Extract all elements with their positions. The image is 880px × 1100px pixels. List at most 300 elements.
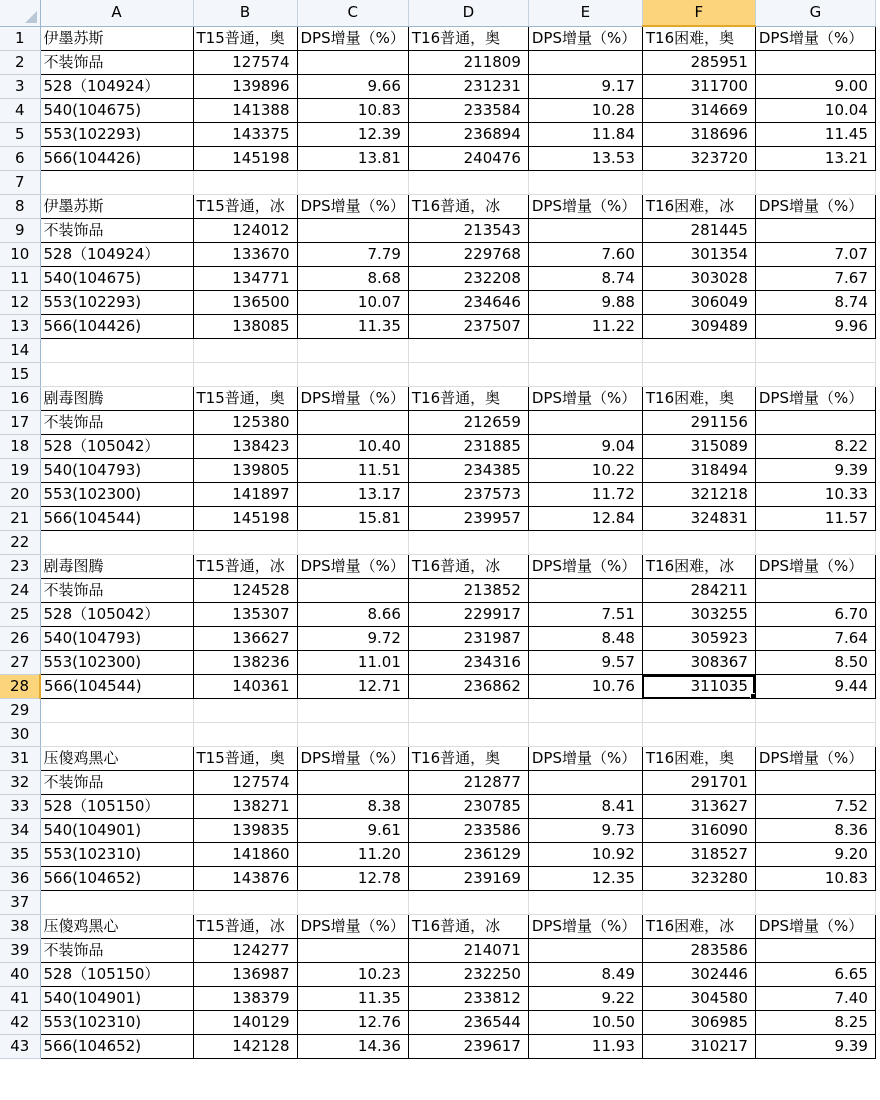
cell-a19[interactable] [40, 459, 193, 483]
cell-f21[interactable] [642, 507, 755, 531]
cell-a36[interactable] [40, 867, 193, 891]
cell-f35[interactable] [642, 843, 755, 867]
cell-c10[interactable] [297, 243, 408, 267]
cell-b1[interactable] [193, 26, 297, 51]
cell-c31[interactable] [297, 747, 408, 771]
cell-d21[interactable] [408, 507, 528, 531]
row-header[interactable]: 20 [0, 483, 40, 507]
cell-f19[interactable] [642, 459, 755, 483]
cell-f30[interactable] [642, 723, 755, 747]
active-cell-f28[interactable] [642, 675, 755, 699]
cell-g25[interactable] [755, 603, 875, 627]
cell-d23[interactable] [408, 555, 528, 579]
cell-e20[interactable] [528, 483, 642, 507]
cell-c14[interactable] [297, 339, 408, 363]
row-header[interactable]: 41 [0, 987, 40, 1011]
cell-b6[interactable] [193, 147, 297, 171]
cell-f14[interactable] [642, 339, 755, 363]
row-header[interactable]: 42 [0, 1011, 40, 1035]
cell-g12[interactable] [755, 291, 875, 315]
cell-d34[interactable] [408, 819, 528, 843]
cell-e1[interactable] [528, 26, 642, 51]
cell-g27[interactable] [755, 651, 875, 675]
cell-c16[interactable] [297, 387, 408, 411]
cell-b20[interactable] [193, 483, 297, 507]
cell-g17[interactable] [755, 411, 875, 435]
cell-e4[interactable] [528, 99, 642, 123]
cell-g21[interactable] [755, 507, 875, 531]
cell-g34[interactable] [755, 819, 875, 843]
cell-f7[interactable] [642, 171, 755, 195]
cell-c40[interactable] [297, 963, 408, 987]
cell-b18[interactable] [193, 435, 297, 459]
cell-b38[interactable] [193, 915, 297, 939]
cell-g14[interactable] [755, 339, 875, 363]
cell-b32[interactable] [193, 771, 297, 795]
row-header[interactable]: 28 [0, 675, 40, 699]
cell-g41[interactable] [755, 987, 875, 1011]
cell-a3[interactable] [40, 75, 193, 99]
cell-g7[interactable] [755, 171, 875, 195]
cell-d30[interactable] [408, 723, 528, 747]
row-header[interactable]: 22 [0, 531, 40, 555]
row-header[interactable]: 10 [0, 243, 40, 267]
cell-a32[interactable] [40, 771, 193, 795]
cell-f12[interactable] [642, 291, 755, 315]
cell-a27[interactable] [40, 651, 193, 675]
row-header[interactable]: 29 [0, 699, 40, 723]
cell-d18[interactable] [408, 435, 528, 459]
cell-e18[interactable] [528, 435, 642, 459]
cell-a1[interactable] [40, 26, 193, 51]
cell-b24[interactable] [193, 579, 297, 603]
cell-d6[interactable] [408, 147, 528, 171]
cell-a10[interactable] [40, 243, 193, 267]
cell-c30[interactable] [297, 723, 408, 747]
row-header[interactable]: 14 [0, 339, 40, 363]
cell-g33[interactable] [755, 795, 875, 819]
cell-g39[interactable] [755, 939, 875, 963]
cell-f22[interactable] [642, 531, 755, 555]
cell-g36[interactable] [755, 867, 875, 891]
cell-e38[interactable] [528, 915, 642, 939]
cell-c20[interactable] [297, 483, 408, 507]
cell-c9[interactable] [297, 219, 408, 243]
column-header-e[interactable]: E [528, 0, 642, 26]
cell-d20[interactable] [408, 483, 528, 507]
cell-b42[interactable] [193, 1011, 297, 1035]
cell-e6[interactable] [528, 147, 642, 171]
cell-g38[interactable] [755, 915, 875, 939]
cell-c33[interactable] [297, 795, 408, 819]
cell-g24[interactable] [755, 579, 875, 603]
cell-d28[interactable] [408, 675, 528, 699]
cell-f20[interactable] [642, 483, 755, 507]
cell-e26[interactable] [528, 627, 642, 651]
cell-b23[interactable] [193, 555, 297, 579]
cell-g2[interactable] [755, 51, 875, 75]
row-header[interactable]: 39 [0, 939, 40, 963]
cell-g18[interactable] [755, 435, 875, 459]
cell-e35[interactable] [528, 843, 642, 867]
cell-e36[interactable] [528, 867, 642, 891]
cell-e7[interactable] [528, 171, 642, 195]
cell-e13[interactable] [528, 315, 642, 339]
cell-b27[interactable] [193, 651, 297, 675]
cell-d14[interactable] [408, 339, 528, 363]
cell-c1[interactable] [297, 26, 408, 51]
cell-f32[interactable] [642, 771, 755, 795]
select-all-corner[interactable] [0, 0, 40, 26]
cell-g26[interactable] [755, 627, 875, 651]
cell-e14[interactable] [528, 339, 642, 363]
cell-a5[interactable] [40, 123, 193, 147]
row-header[interactable]: 32 [0, 771, 40, 795]
cell-g11[interactable] [755, 267, 875, 291]
cell-c25[interactable] [297, 603, 408, 627]
cell-a37[interactable] [40, 891, 193, 915]
cell-c24[interactable] [297, 579, 408, 603]
cell-c17[interactable] [297, 411, 408, 435]
cell-a15[interactable] [40, 363, 193, 387]
row-header[interactable]: 27 [0, 651, 40, 675]
cell-f18[interactable] [642, 435, 755, 459]
cell-g1[interactable] [755, 26, 875, 51]
cell-g28[interactable] [755, 675, 875, 699]
row-header[interactable]: 21 [0, 507, 40, 531]
row-header[interactable]: 38 [0, 915, 40, 939]
row-header[interactable]: 23 [0, 555, 40, 579]
row-header[interactable]: 31 [0, 747, 40, 771]
cell-d26[interactable] [408, 627, 528, 651]
cell-a43[interactable] [40, 1035, 193, 1059]
cell-g3[interactable] [755, 75, 875, 99]
cell-f13[interactable] [642, 315, 755, 339]
cell-a16[interactable] [40, 387, 193, 411]
cell-e42[interactable] [528, 1011, 642, 1035]
cell-e9[interactable] [528, 219, 642, 243]
cell-d38[interactable] [408, 915, 528, 939]
cell-c37[interactable] [297, 891, 408, 915]
cell-c19[interactable] [297, 459, 408, 483]
cell-a20[interactable] [40, 483, 193, 507]
cell-f38[interactable] [642, 915, 755, 939]
cell-b15[interactable] [193, 363, 297, 387]
cell-d5[interactable] [408, 123, 528, 147]
cell-f24[interactable] [642, 579, 755, 603]
cell-a18[interactable] [40, 435, 193, 459]
cell-d32[interactable] [408, 771, 528, 795]
cell-c7[interactable] [297, 171, 408, 195]
cell-e34[interactable] [528, 819, 642, 843]
cell-g32[interactable] [755, 771, 875, 795]
row-header[interactable]: 40 [0, 963, 40, 987]
cell-a22[interactable] [40, 531, 193, 555]
cell-g19[interactable] [755, 459, 875, 483]
cell-c42[interactable] [297, 1011, 408, 1035]
cell-d9[interactable] [408, 219, 528, 243]
cell-f34[interactable] [642, 819, 755, 843]
cell-b41[interactable] [193, 987, 297, 1011]
cell-e25[interactable] [528, 603, 642, 627]
cell-c41[interactable] [297, 987, 408, 1011]
row-header[interactable]: 18 [0, 435, 40, 459]
cell-f1[interactable] [642, 26, 755, 51]
cell-c6[interactable] [297, 147, 408, 171]
cell-c38[interactable] [297, 915, 408, 939]
cell-c11[interactable] [297, 267, 408, 291]
column-header-c[interactable]: C [297, 0, 408, 26]
cell-g22[interactable] [755, 531, 875, 555]
row-header[interactable]: 5 [0, 123, 40, 147]
cell-d10[interactable] [408, 243, 528, 267]
cell-f40[interactable] [642, 963, 755, 987]
row-header[interactable]: 26 [0, 627, 40, 651]
cell-f25[interactable] [642, 603, 755, 627]
cell-b11[interactable] [193, 267, 297, 291]
cell-e40[interactable] [528, 963, 642, 987]
cell-c21[interactable] [297, 507, 408, 531]
cell-f42[interactable] [642, 1011, 755, 1035]
cell-a29[interactable] [40, 699, 193, 723]
cell-e12[interactable] [528, 291, 642, 315]
cell-f2[interactable] [642, 51, 755, 75]
cell-b5[interactable] [193, 123, 297, 147]
cell-e21[interactable] [528, 507, 642, 531]
cell-g31[interactable] [755, 747, 875, 771]
cell-c36[interactable] [297, 867, 408, 891]
row-header[interactable]: 9 [0, 219, 40, 243]
row-header[interactable]: 16 [0, 387, 40, 411]
row-header[interactable]: 4 [0, 99, 40, 123]
cell-g13[interactable] [755, 315, 875, 339]
cell-g29[interactable] [755, 699, 875, 723]
cell-c2[interactable] [297, 51, 408, 75]
cell-a33[interactable] [40, 795, 193, 819]
cell-e39[interactable] [528, 939, 642, 963]
cell-e30[interactable] [528, 723, 642, 747]
cell-e15[interactable] [528, 363, 642, 387]
row-header[interactable]: 17 [0, 411, 40, 435]
cell-e16[interactable] [528, 387, 642, 411]
cell-d11[interactable] [408, 267, 528, 291]
cell-f3[interactable] [642, 75, 755, 99]
cell-e28[interactable] [528, 675, 642, 699]
row-header[interactable]: 33 [0, 795, 40, 819]
row-header[interactable]: 3 [0, 75, 40, 99]
cell-c35[interactable] [297, 843, 408, 867]
cell-d25[interactable] [408, 603, 528, 627]
cell-b40[interactable] [193, 963, 297, 987]
cell-c32[interactable] [297, 771, 408, 795]
cell-e37[interactable] [528, 891, 642, 915]
cell-d33[interactable] [408, 795, 528, 819]
cell-c34[interactable] [297, 819, 408, 843]
cell-a14[interactable] [40, 339, 193, 363]
cell-d2[interactable] [408, 51, 528, 75]
cell-f39[interactable] [642, 939, 755, 963]
row-header[interactable]: 34 [0, 819, 40, 843]
cell-g43[interactable] [755, 1035, 875, 1059]
row-header[interactable]: 19 [0, 459, 40, 483]
cell-a2[interactable] [40, 51, 193, 75]
cell-d37[interactable] [408, 891, 528, 915]
cell-f29[interactable] [642, 699, 755, 723]
column-header-a[interactable]: A [40, 0, 193, 26]
row-header[interactable]: 8 [0, 195, 40, 219]
row-header[interactable]: 37 [0, 891, 40, 915]
cell-d8[interactable] [408, 195, 528, 219]
cell-c27[interactable] [297, 651, 408, 675]
row-header[interactable]: 6 [0, 147, 40, 171]
cell-d29[interactable] [408, 699, 528, 723]
cell-e17[interactable] [528, 411, 642, 435]
cell-g42[interactable] [755, 1011, 875, 1035]
cell-g9[interactable] [755, 219, 875, 243]
cell-d35[interactable] [408, 843, 528, 867]
row-header[interactable]: 30 [0, 723, 40, 747]
cell-e3[interactable] [528, 75, 642, 99]
cell-d24[interactable] [408, 579, 528, 603]
cell-f11[interactable] [642, 267, 755, 291]
cell-f37[interactable] [642, 891, 755, 915]
cell-a6[interactable] [40, 147, 193, 171]
cell-c12[interactable] [297, 291, 408, 315]
cell-d42[interactable] [408, 1011, 528, 1035]
cell-d41[interactable] [408, 987, 528, 1011]
cell-b30[interactable] [193, 723, 297, 747]
cell-e5[interactable] [528, 123, 642, 147]
cell-a28[interactable] [40, 675, 193, 699]
fill-handle[interactable] [750, 693, 756, 699]
cell-d39[interactable] [408, 939, 528, 963]
cell-g5[interactable] [755, 123, 875, 147]
cell-g4[interactable] [755, 99, 875, 123]
cell-f8[interactable] [642, 195, 755, 219]
cell-a40[interactable] [40, 963, 193, 987]
cell-e41[interactable] [528, 987, 642, 1011]
cell-b31[interactable] [193, 747, 297, 771]
cell-f9[interactable] [642, 219, 755, 243]
cell-g8[interactable] [755, 195, 875, 219]
column-header-g[interactable]: G [755, 0, 875, 26]
cell-c39[interactable] [297, 939, 408, 963]
cell-b3[interactable] [193, 75, 297, 99]
cell-c23[interactable] [297, 555, 408, 579]
cell-d12[interactable] [408, 291, 528, 315]
cell-f10[interactable] [642, 243, 755, 267]
cell-d43[interactable] [408, 1035, 528, 1059]
cell-b4[interactable] [193, 99, 297, 123]
cell-f43[interactable] [642, 1035, 755, 1059]
cell-f26[interactable] [642, 627, 755, 651]
cell-f4[interactable] [642, 99, 755, 123]
cell-a39[interactable] [40, 939, 193, 963]
cell-f27[interactable] [642, 651, 755, 675]
cell-c29[interactable] [297, 699, 408, 723]
cell-b13[interactable] [193, 315, 297, 339]
row-header[interactable]: 13 [0, 315, 40, 339]
cell-a13[interactable] [40, 315, 193, 339]
cell-f6[interactable] [642, 147, 755, 171]
cell-e22[interactable] [528, 531, 642, 555]
row-header[interactable]: 12 [0, 291, 40, 315]
cell-e11[interactable] [528, 267, 642, 291]
cell-e29[interactable] [528, 699, 642, 723]
cell-f5[interactable] [642, 123, 755, 147]
cell-d22[interactable] [408, 531, 528, 555]
cell-g30[interactable] [755, 723, 875, 747]
cell-c15[interactable] [297, 363, 408, 387]
cell-a21[interactable] [40, 507, 193, 531]
cell-e10[interactable] [528, 243, 642, 267]
cell-g23[interactable] [755, 555, 875, 579]
cell-a12[interactable] [40, 291, 193, 315]
cell-c4[interactable] [297, 99, 408, 123]
cell-a31[interactable] [40, 747, 193, 771]
cell-d4[interactable] [408, 99, 528, 123]
cell-d31[interactable] [408, 747, 528, 771]
cell-b37[interactable] [193, 891, 297, 915]
cell-e24[interactable] [528, 579, 642, 603]
cell-f36[interactable] [642, 867, 755, 891]
cell-e31[interactable] [528, 747, 642, 771]
cell-b22[interactable] [193, 531, 297, 555]
row-header[interactable]: 15 [0, 363, 40, 387]
cell-d19[interactable] [408, 459, 528, 483]
row-header[interactable]: 43 [0, 1035, 40, 1059]
row-header[interactable]: 1 [0, 26, 40, 51]
cell-g35[interactable] [755, 843, 875, 867]
cell-e43[interactable] [528, 1035, 642, 1059]
row-header[interactable]: 24 [0, 579, 40, 603]
cell-b35[interactable] [193, 843, 297, 867]
row-header[interactable]: 25 [0, 603, 40, 627]
cell-f17[interactable] [642, 411, 755, 435]
cell-d16[interactable] [408, 387, 528, 411]
cell-g10[interactable] [755, 243, 875, 267]
cell-f31[interactable] [642, 747, 755, 771]
cell-f33[interactable] [642, 795, 755, 819]
cell-e23[interactable] [528, 555, 642, 579]
cell-g37[interactable] [755, 891, 875, 915]
cell-a35[interactable] [40, 843, 193, 867]
cell-b2[interactable] [193, 51, 297, 75]
cell-b14[interactable] [193, 339, 297, 363]
cell-d17[interactable] [408, 411, 528, 435]
cell-f15[interactable] [642, 363, 755, 387]
cell-b19[interactable] [193, 459, 297, 483]
cell-b29[interactable] [193, 699, 297, 723]
cell-b8[interactable] [193, 195, 297, 219]
cell-c26[interactable] [297, 627, 408, 651]
cell-c43[interactable] [297, 1035, 408, 1059]
cell-a8[interactable] [40, 195, 193, 219]
cell-e27[interactable] [528, 651, 642, 675]
cell-c3[interactable] [297, 75, 408, 99]
cell-c8[interactable] [297, 195, 408, 219]
cell-g6[interactable] [755, 147, 875, 171]
cell-c18[interactable] [297, 435, 408, 459]
cell-d1[interactable] [408, 26, 528, 51]
row-header[interactable]: 11 [0, 267, 40, 291]
cell-b26[interactable] [193, 627, 297, 651]
cell-f16[interactable] [642, 387, 755, 411]
cell-g16[interactable] [755, 387, 875, 411]
cell-f41[interactable] [642, 987, 755, 1011]
cell-a24[interactable] [40, 579, 193, 603]
column-header-d[interactable]: D [408, 0, 528, 26]
